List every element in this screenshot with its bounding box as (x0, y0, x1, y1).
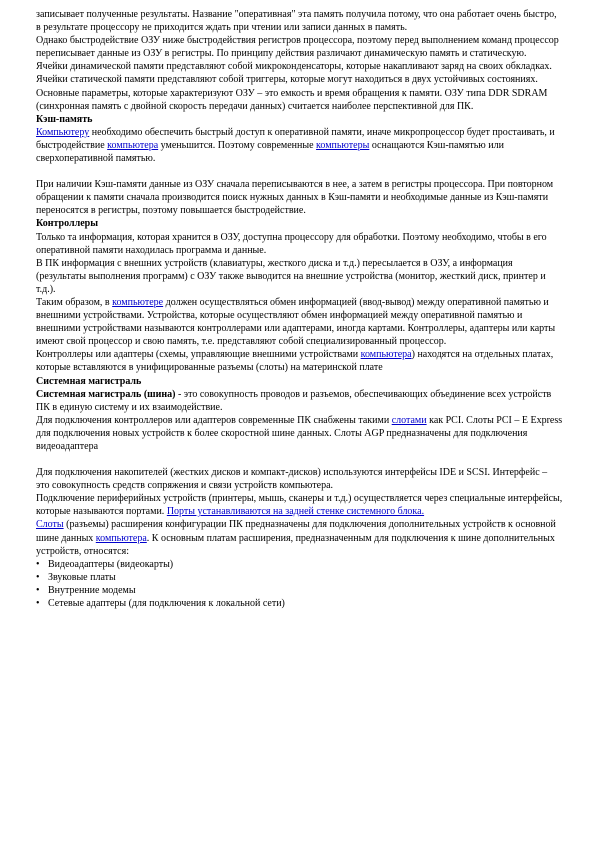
paragraph-expansion-slots (36, 518, 563, 557)
text-span: как PCI. Слоты PCI – E Express для подключения новых устройств к более скоростной шине данных. Слоты AGP предназначены для подключения видеоадаптера (36, 414, 563, 452)
paragraph-cache-usage: При наличии Кэш-памяти данные из ОЗУ сначала переписываются в нее, а затем в регистры процессора. При повторном обращении к памяти сначала производится поиск нужных данных в Кэш-памяти и необходимые данные из Кэш-памяти переносятся в регистры, поэтому повышается быстродействие. (36, 179, 554, 217)
paragraph-bus-definition (36, 388, 563, 414)
text-span: Для подключения контроллеров или адаптеров современные ПК снабжены такими (36, 414, 392, 426)
paragraph-bus-ports (36, 492, 563, 518)
paragraph-ram-registers: Однако быстродействие ОЗУ ниже быстродействия регистров процессора, поэтому перед выполнением команд процессор переписывает данные из ОЗУ в регистры. По принципу действия различают динамическую память и статическую. (36, 35, 559, 60)
link-computers[interactable]: компьютеры (316, 139, 370, 151)
paragraph-bus-interfaces: Для подключения накопителей (жестких дисков и компакт-дисков) используются интерфейсы IDE и SCSI. Интерфейс – это совокупность средств сопряжения и связи устройств компьютера. (36, 467, 548, 492)
paragraph-ram-speed: записывает полученные результаты. Название "оперативная" эта память получила потому, что она работает очень быстро, в результате процессору не приходится ждать при чтении или записи данных в память. (36, 9, 557, 34)
heading-cache: Кэш-память (36, 113, 93, 125)
link-computer[interactable]: Компьютеру (36, 126, 90, 138)
heading-controllers: Контроллеры (36, 218, 99, 230)
list-item: • Сетевые адаптеры (для подключения к локальной сети) (36, 597, 563, 610)
text-span: - это совокупность проводов и разъемов, обеспечивающих объединение всех устройств ПК в единую систему и их взаимодействие. (36, 388, 552, 413)
link-computer[interactable]: компьютера (95, 532, 147, 544)
paragraph-controllers-4 (36, 348, 563, 374)
link-computer[interactable]: компьютера (107, 139, 159, 151)
text-span: (разъемы) расширения конфигурации ПК предназначены для подключения дополнительных устройств к основной шине данных (36, 519, 556, 544)
text-span: Подключение периферийных устройств (принтеры, мышь, сканеры и т.д.) осуществляется через специальные интерфейсы, которые называются портами. (36, 493, 563, 518)
text-span: уменьшится. Поэтому современные (158, 139, 317, 151)
term-system-bus: Системная магистраль (шина) (36, 388, 176, 400)
text-span: Таким образом, в (36, 296, 113, 308)
text-span: Контроллеры или адаптеры (схемы, управляющие внешними устройствами (36, 349, 361, 361)
heading-system-bus: Системная магистраль (36, 375, 142, 387)
text-span: необходимо обеспечить быстрый доступ к оперативной памяти, иначе микропроцессор будет простаивать, и быстродействие (36, 126, 555, 151)
document-page (36, 8, 563, 610)
text-span: оснащаются Кэш-памятью или сверхоперативной памятью. (36, 139, 504, 165)
blank-line (36, 453, 563, 466)
paragraph-controllers-3 (36, 296, 563, 348)
text-span: должен осуществляться обмен информацией (ввод-вывод) между оперативной памятью и внешними устройствами. Устройства, которые осуществляют обмен информацией между оперативной памятью и внешними устройствами называются контроллерами или адаптерами, иногда картами. Контроллеры, адаптеры или карты имеют свой процессор и свою память, т.е. представляют собой специализированный процессор. (36, 296, 556, 348)
paragraph-memory-cells: Ячейки динамической памяти представляют собой микроконденсаторы, которые накапливают заряд на своих обкладках. Ячейки статической памяти представляют собой триггеры, которые могут находиться в двух устойчивых состояниях. (36, 61, 552, 86)
list-item: • Видеоадаптеры (видеокарты) (36, 558, 563, 571)
expansion-cards-list (36, 558, 563, 610)
blank-line (36, 165, 563, 178)
text-span: . К основным платам расширения, предназначенным для подключения к шине дополнительных устройств, относятся: (36, 532, 555, 557)
list-item: • Звуковые платы (36, 571, 563, 584)
text-span: ) находятся на отдельных платах, которые вставляются в унифицированные разъемы (слоты) на материнской плате (36, 349, 554, 374)
list-item: • Внутренние модемы (36, 584, 563, 597)
paragraph-bus-slots (36, 414, 563, 453)
link-slots[interactable]: слотами (391, 414, 427, 426)
link-slots[interactable]: Слоты (36, 519, 64, 531)
link-computer[interactable]: компьютера (360, 349, 412, 361)
paragraph-controllers-2: В ПК информация с внешних устройств (клавиатуры, жесткого диска и т.д.) пересылается в ОЗУ, а информация (результаты выполнения программ) с ОЗУ также выводится на внешние устройства (монитор, жесткий диск, принтер и т.д.). (36, 257, 546, 295)
paragraph-ram-params: Основные параметры, которые характеризуют ОЗУ – это емкость и время обращения к памяти. ОЗУ типа DDR SDRAM (синхронная память с двойной скорость передачи данных) считается наиболее перспективной для ПК. (36, 87, 548, 112)
paragraph-cache-intro (36, 126, 563, 165)
paragraph-controllers-1: Только та информация, которая хранится в ОЗУ, доступна процессору для обработки. Поэтому необходимо, чтобы в его оперативной памяти находилась программа и данные. (36, 231, 547, 256)
link-computer[interactable]: компьютере (112, 296, 164, 308)
link-ports[interactable]: Порты устанавливаются на задней стенке системного блока. (166, 506, 425, 518)
